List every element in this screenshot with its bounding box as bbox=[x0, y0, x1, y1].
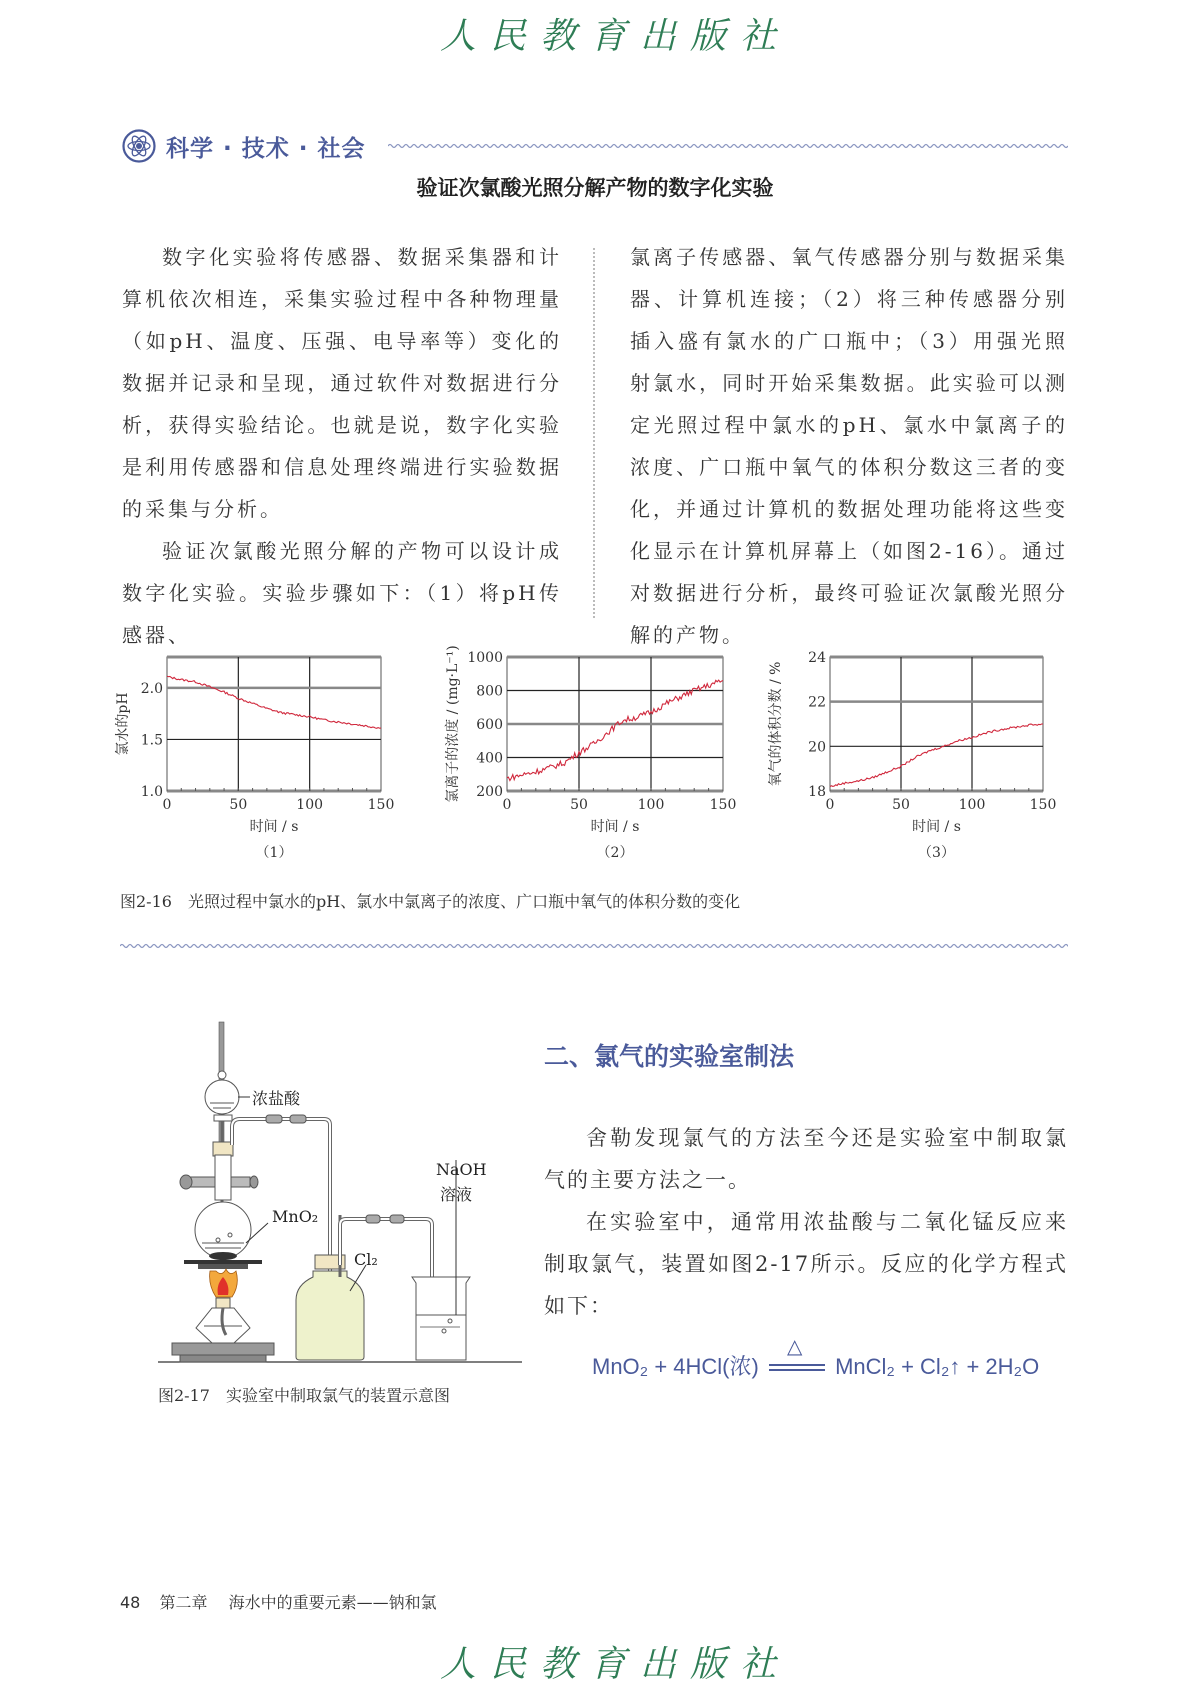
y-tick-label: 600 bbox=[476, 717, 503, 733]
y-tick-label: 200 bbox=[476, 784, 503, 800]
column-divider bbox=[593, 248, 595, 618]
plot-frame bbox=[167, 657, 381, 791]
chapter-title: 海水中的重要元素——钠和氯 bbox=[228, 1593, 437, 1612]
label-mno2: MnO₂ bbox=[272, 1207, 319, 1226]
x-tick-label: 150 bbox=[367, 797, 395, 813]
paragraph: 数字化实验将传感器、数据采集器和计算机依次相连，采集实验过程中各种物理量（如pH、温度、压强、电导率等）变化的数据并记录和呈现，通过软件对数据进行分析，获得实验结论。也就是说，数字化实验是利用传感器和信息处理终端进行实验数据的采集与分析。 bbox=[122, 245, 562, 521]
left-column bbox=[122, 236, 562, 656]
wavy-rule-bottom bbox=[120, 942, 1068, 950]
paragraph: 舍勒发现氯气的方法至今还是实验室中制取氯气的主要方法之一。 bbox=[544, 1126, 1068, 1192]
label-hcl: 浓盐酸 bbox=[252, 1089, 301, 1108]
section-label: 科学 · 技术 · 社会 bbox=[166, 135, 366, 162]
label-naoh: NaOH bbox=[436, 1160, 487, 1179]
equals-bar bbox=[769, 1364, 825, 1371]
wavy-rule-top bbox=[388, 142, 1068, 150]
y-tick-label: 1.5 bbox=[140, 732, 163, 749]
x-tick-label: 100 bbox=[296, 797, 324, 813]
figure-caption-2-16: 图2-16 光照过程中氯水的pH、氯水中氯离子的浓度、广口瓶中氧气的体积分数的变化 bbox=[120, 892, 741, 911]
chapter-number: 第二章 bbox=[159, 1593, 208, 1612]
y-tick-label: 24 bbox=[808, 650, 826, 666]
rubber-connector bbox=[266, 1115, 282, 1123]
heat-condition: △ bbox=[786, 1336, 803, 1359]
paragraph: 氯离子传感器、氧气传感器分别与数据采集器、计算机连接；（2）将三种传感器分别插入盛有氯水的广口瓶中；（3）用强光照射氯水，同时开始采集数据。此实验可以测定光照过程中氯水的pH、氯水中氯离子的浓度、广口瓶中氧气的体积分数这三者的变化，并通过计算机的数据处理功能将这些变化显示在计算机屏幕上（如图2-16）。通过对数据进行分析，最终可验证次氯酸光照分解的产物。 bbox=[630, 245, 1068, 647]
y-tick-label: 2.0 bbox=[140, 680, 163, 697]
panel-label: （2） bbox=[596, 845, 634, 861]
x-tick-label: 0 bbox=[825, 797, 835, 813]
x-tick-label: 150 bbox=[709, 797, 737, 813]
x-tick-label: 100 bbox=[958, 797, 986, 813]
rubber-connector bbox=[390, 1215, 404, 1223]
label-cl2: Cl₂ bbox=[354, 1250, 378, 1269]
beaker bbox=[412, 1277, 470, 1360]
x-tick-label: 50 bbox=[229, 797, 248, 813]
label-solution: 溶液 bbox=[440, 1185, 473, 1204]
paragraph: 在实验室中，通常用浓盐酸与二氧化锰反应来制取氯气，装置如图2-17所示。反应的化学方程式如下： bbox=[544, 1210, 1068, 1318]
publisher-logo-top: 人民教育出版社 bbox=[440, 16, 791, 57]
figure-caption-2-17: 图2-17 实验室中制取氯气的装置示意图 bbox=[158, 1386, 450, 1405]
panel-label: （1） bbox=[255, 845, 293, 861]
section2-text bbox=[544, 1117, 1068, 1327]
iron-ring bbox=[198, 1264, 248, 1269]
x-axis-label: 时间 / s bbox=[249, 819, 299, 835]
box-title: 验证次氯酸光照分解产物的数字化实验 bbox=[416, 176, 774, 200]
round-bottom-flask bbox=[195, 1155, 251, 1260]
section-header bbox=[122, 126, 366, 166]
x-axis-label: 时间 / s bbox=[912, 819, 961, 835]
stand-base bbox=[172, 1343, 274, 1362]
x-axis-label: 时间 / s bbox=[590, 819, 640, 835]
paragraph: 验证次氯酸光照分解的产物可以设计成数字化实验。实验步骤如下：（1）将pH传感器、 bbox=[122, 539, 562, 647]
panel-label: （3） bbox=[918, 845, 955, 861]
rubber-connector bbox=[290, 1115, 306, 1123]
x-tick-label: 50 bbox=[570, 797, 588, 813]
section-heading: 二、氯气的实验室制法 bbox=[544, 1042, 795, 1071]
reaction-arrow bbox=[769, 1336, 825, 1372]
y-axis-label: 氧气的体积分数 / % bbox=[768, 661, 784, 787]
publisher-logo-bottom: 人民教育出版社 bbox=[440, 1644, 791, 1685]
equation-lhs: MnO₂ + 4HCl(浓) bbox=[592, 1354, 759, 1379]
y-tick-label: 22 bbox=[808, 694, 826, 711]
x-tick-label: 0 bbox=[502, 797, 512, 813]
x-tick-label: 0 bbox=[162, 797, 172, 813]
chemical-equation bbox=[592, 1336, 1040, 1381]
y-axis-label: 氯离子的浓度 / (mg·L⁻¹) bbox=[445, 645, 461, 803]
page-number: 48 bbox=[120, 1593, 141, 1612]
y-tick-label: 1.0 bbox=[140, 784, 163, 800]
y-tick-label: 400 bbox=[476, 750, 503, 767]
atom-icon bbox=[122, 129, 156, 163]
alcohol-lamp bbox=[196, 1298, 250, 1343]
wire-gauze bbox=[184, 1260, 262, 1264]
x-tick-label: 100 bbox=[637, 797, 665, 813]
rubber-connector bbox=[366, 1215, 380, 1223]
x-tick-label: 150 bbox=[1029, 797, 1057, 813]
flame-icon bbox=[210, 1269, 238, 1297]
y-tick-label: 20 bbox=[808, 739, 826, 756]
equation-rhs: MnCl₂ + Cl₂↑ + 2H₂O bbox=[835, 1354, 1040, 1379]
x-tick-label: 50 bbox=[892, 797, 910, 813]
right-column bbox=[630, 236, 1068, 656]
y-axis-label: 氯水的pH bbox=[115, 692, 131, 756]
plot-frame bbox=[830, 657, 1043, 791]
y-tick-label: 18 bbox=[808, 784, 826, 800]
y-tick-label: 1000 bbox=[467, 650, 503, 666]
page-footer bbox=[120, 1590, 437, 1613]
chlorine-apparatus-diagram bbox=[150, 1015, 530, 1365]
y-tick-label: 800 bbox=[476, 683, 503, 700]
figure-2-16-charts bbox=[0, 630, 1190, 870]
